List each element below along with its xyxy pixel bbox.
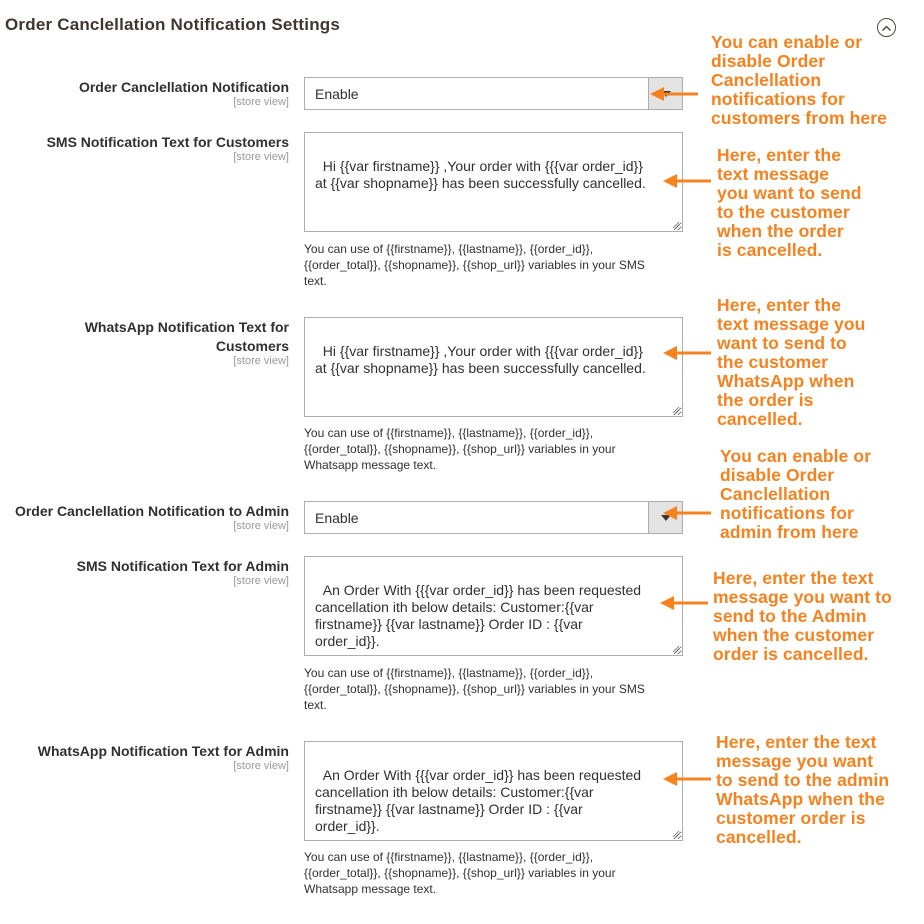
annotation-line: when the customer	[713, 625, 875, 645]
whatsapp-customer-textarea[interactable]	[304, 317, 683, 417]
resize-handle-icon[interactable]	[672, 830, 680, 838]
scope-label: [store view]	[233, 96, 289, 108]
admin-notification-label	[15, 502, 289, 532]
scope-label: [store view]	[233, 575, 289, 587]
scope-label: [store view]	[233, 520, 289, 532]
sms-admin-textarea[interactable]	[304, 556, 683, 656]
arrow-left-icon	[660, 595, 710, 611]
sms-customer-textarea[interactable]	[304, 132, 683, 232]
note-line: text.	[304, 274, 327, 288]
annotation-sms-customer	[717, 146, 862, 260]
arrow-left-icon	[663, 505, 713, 521]
annotation-line: Here, enter the	[717, 295, 842, 315]
annotation-line: Here, enter the text	[713, 568, 874, 588]
annotation-line: the customer	[717, 352, 829, 372]
chevron-up-icon	[881, 24, 892, 32]
note-line: Whatsapp message text.	[304, 458, 437, 472]
admin-notification-select[interactable]	[304, 501, 683, 534]
annotation-line: message you want	[716, 751, 874, 771]
admin-notification-value: Enable	[315, 510, 359, 526]
annotation-line: want to send to	[717, 333, 847, 353]
resize-handle-icon[interactable]	[672, 645, 680, 653]
note-line: You can use of {{firstname}}, {{lastname}}, {{order_id}},	[304, 850, 594, 864]
annotation-admin-toggle	[720, 447, 871, 542]
whatsapp-customer-label-line2: Customers	[215, 338, 289, 354]
sms-customer-label	[47, 133, 289, 163]
sms-customer-note	[304, 241, 679, 289]
note-line: text.	[304, 698, 327, 712]
sms-customer-label-text: SMS Notification Text for Customers	[46, 134, 289, 150]
annotation-line: Here, enter the	[717, 145, 842, 165]
note-line: You can use of {{firstname}}, {{lastname}}, {{order_id}},	[304, 666, 594, 680]
sms-admin-note	[304, 665, 679, 713]
whatsapp-admin-label	[38, 742, 289, 772]
annotation-line: Here, enter the text	[716, 732, 877, 752]
whatsapp-admin-text: An Order With {{{var order_id}} has been requested cancellation ith below details: Customer:{{var firstname}} {{var lastname}} Order ID : {{var order_id}}.	[315, 767, 642, 834]
whatsapp-admin-textarea[interactable]	[304, 741, 683, 841]
annotation-line: disable Order	[711, 51, 826, 71]
annotation-line: cancelled.	[716, 827, 802, 847]
annotation-line: WhatsApp when	[717, 371, 855, 391]
annotation-line: you want to send	[717, 183, 862, 203]
annotation-line: when the order	[717, 221, 844, 241]
scope-label: [store view]	[233, 151, 289, 163]
scope-label: [store view]	[233, 355, 289, 367]
annotation-line: customers from here	[711, 108, 887, 128]
whatsapp-customer-text: Hi {{var firstname}} ,Your order with {{{var order_id}} at {{var shopname}} has been successfully cancelled.	[315, 343, 646, 376]
annotation-line: Canclellation	[720, 484, 831, 504]
annotation-line: Canclellation	[711, 70, 822, 90]
note-line: {{order_total}}, {{shopname}}, {{shop_url}} variables in your	[304, 442, 616, 456]
whatsapp-customer-label-line1: WhatsApp Notification Text for	[84, 319, 289, 335]
whatsapp-customer-note	[304, 425, 679, 473]
annotation-line: to the customer	[717, 202, 850, 222]
annotation-line: WhatsApp when the	[716, 789, 885, 809]
note-line: You can use of {{firstname}}, {{lastname}}, {{order_id}},	[304, 242, 594, 256]
sms-admin-label-text: SMS Notification Text for Admin	[76, 558, 289, 574]
annotation-sms-admin	[713, 569, 892, 664]
sms-admin-text: An Order With {{{var order_id}} has been requested cancellation ith below details: Customer:{{var firstname}} {{var lastname}} Order ID : {{var order_id}}.	[315, 582, 642, 649]
annotation-line: You can enable or	[720, 446, 872, 466]
sms-customer-text: Hi {{var firstname}} ,Your order with {{{var order_id}} at {{var shopname}} has been successfully cancelled.	[315, 158, 646, 191]
sms-admin-label	[77, 557, 289, 587]
annotation-line: message you want to	[713, 587, 892, 607]
resize-handle-icon[interactable]	[672, 221, 680, 229]
arrow-left-icon	[663, 173, 713, 189]
annotation-whatsapp-admin	[716, 733, 889, 847]
annotation-line: send to the Admin	[713, 606, 867, 626]
annotation-line: notifications for	[711, 89, 845, 109]
customer-notification-label-text: Order Canclellation Notification	[78, 79, 289, 95]
annotation-customer-toggle	[711, 33, 887, 128]
note-line: {{order_total}}, {{shopname}}, {{shop_url}} variables in your SMS	[304, 258, 645, 272]
whatsapp-customer-label	[85, 318, 289, 367]
annotation-line: notifications for	[720, 503, 854, 523]
annotation-line: the order is	[717, 390, 814, 410]
annotation-line: admin from here	[720, 522, 859, 542]
customer-notification-value: Enable	[315, 86, 359, 102]
admin-notification-label-text: Order Canclellation Notification to Admin	[14, 503, 289, 519]
annotation-line: text message	[717, 164, 830, 184]
annotation-line: to send to the admin	[716, 770, 890, 790]
whatsapp-admin-label-text: WhatsApp Notification Text for Admin	[37, 743, 289, 759]
annotation-line: customer order is	[716, 808, 866, 828]
customer-notification-select[interactable]	[304, 77, 683, 110]
arrow-left-icon	[663, 345, 713, 361]
annotation-line: order is cancelled.	[713, 644, 869, 664]
note-line: Whatsapp message text.	[304, 882, 437, 896]
annotation-line: disable Order	[720, 465, 835, 485]
customer-notification-label	[79, 78, 289, 108]
annotation-line: You can enable or	[711, 32, 863, 52]
resize-handle-icon[interactable]	[672, 406, 680, 414]
note-line: You can use of {{firstname}}, {{lastname}}, {{order_id}},	[304, 426, 594, 440]
note-line: {{order_total}}, {{shopname}}, {{shop_url}} variables in your SMS	[304, 682, 645, 696]
arrow-left-icon	[663, 771, 713, 787]
annotation-line: text message you	[717, 314, 866, 334]
annotation-line: cancelled.	[717, 409, 803, 429]
annotation-whatsapp-customer	[717, 296, 865, 429]
note-line: {{order_total}}, {{shopname}}, {{shop_url}} variables in your	[304, 866, 616, 880]
arrow-left-icon	[650, 86, 700, 102]
annotation-line: is cancelled.	[717, 240, 823, 260]
section-title: Order Canclellation Notification Settings	[5, 15, 341, 34]
scope-label: [store view]	[233, 760, 289, 772]
whatsapp-admin-note	[304, 849, 679, 897]
